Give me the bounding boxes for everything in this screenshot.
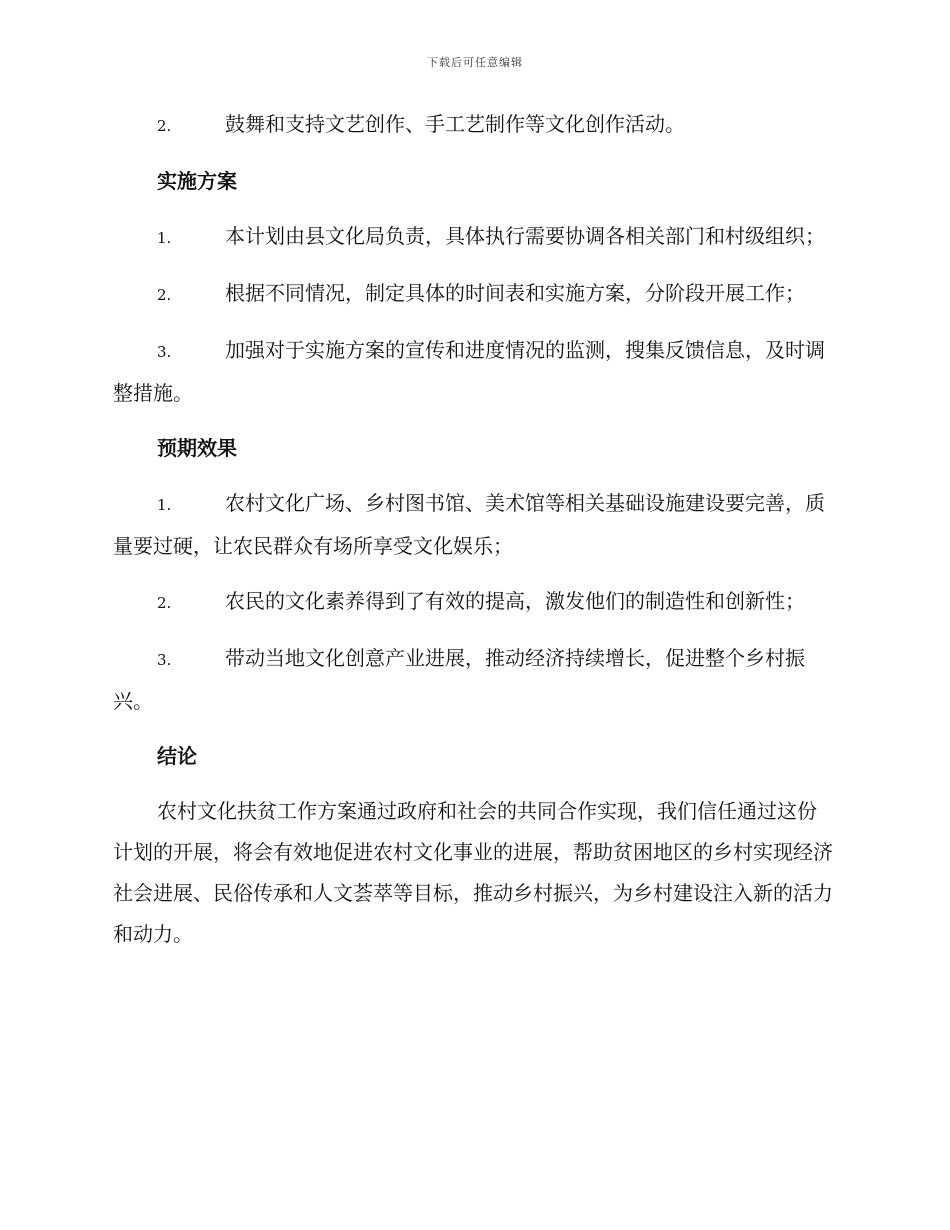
list-item [113,216,835,259]
list-text: 加强对于实施方案的宣传和进度情况的监测，搜集反馈信息，及时调整措施。 [113,338,825,405]
list-number: 1. [157,496,172,514]
list-item [113,104,835,147]
document-body [113,104,835,955]
list-text: 带动当地文化创意产业进展，推动经济持续增长，促进整个乡村振兴。 [113,646,805,713]
list-text: 农民的文化素养得到了有效的提高，激发他们的制造性和创新性； [225,589,805,613]
list-number: 3. [157,651,172,669]
section-heading-expected: 预期效果 [157,436,237,460]
list-item [113,330,835,414]
list-number: 2. [157,117,172,135]
list-number: 3. [157,343,172,361]
list-item [113,581,835,624]
list-text: 农村文化广场、乡村图书馆、美术馆等相关基础设施建设要完善，质量要过硬，让农民群众有场所享受文化娱乐； [113,491,825,558]
header-note: 下载后可任意编辑 [427,56,523,69]
list-text: 本计划由县文化局负责，具体执行需要协调各相关部门和村级组织； [225,224,825,248]
list-item [113,273,835,316]
list-number: 2. [157,594,172,612]
list-item [113,638,835,722]
list-number: 1. [157,229,172,247]
list-text: 根据不同情况，制定具体的时间表和实施方案，分阶段开展工作； [225,281,805,305]
list-text: 鼓舞和支持文艺创作、手工艺制作等文化创作活动。 [225,112,685,136]
section-heading-implementation: 实施方案 [157,169,237,193]
list-item [113,483,835,567]
section-heading-conclusion: 结论 [157,744,197,768]
conclusion-paragraph: 农村文化扶贫工作方案通过政府和社会的共同合作实现，我们信任通过这份计划的开展，将会有效地促进农村文化事业的进展，帮助贫困地区的乡村实现经济社会进展、民俗传承和人文荟萃等目标，推动乡村振兴，为乡村建设注入新的活力和动力。 [113,799,833,946]
list-number: 2. [157,286,172,304]
